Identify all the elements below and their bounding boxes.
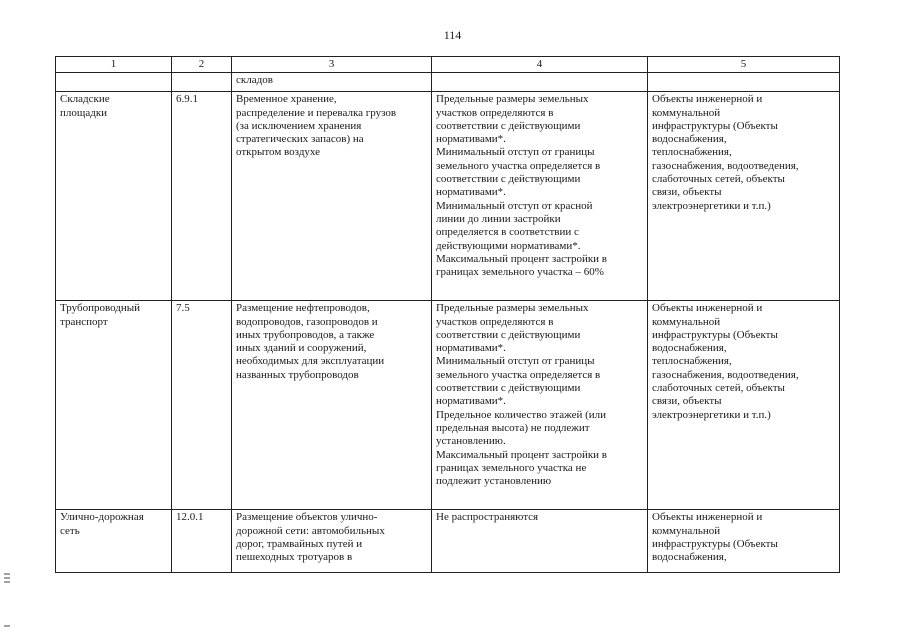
use-name: Трубопроводный транспорт (60, 302, 141, 328)
column-header-2: 2 (172, 57, 232, 73)
use-parameters: Предельные размеры земельных участков определяются в соответствии с действующими нормативами*. Минимальный отступ от границы земельного участка определяется в соответствии с действующими нормативами*. Предельное количество этажей (или предельная высота) не подлежит установлению. Максимальный процент застройки в границах земельного участка не подлежит установлению (436, 302, 607, 488)
use-description: Размещение нефтепроводов, водопроводов, газопроводов и иных трубопроводов, а также иных зданий и сооружений, необходимых для эксплуатации названных трубопроводов (236, 302, 385, 381)
use-code: 12.0.1 (176, 511, 204, 524)
table-row (56, 510, 840, 573)
use-name: Складские площадки (60, 93, 110, 119)
zoning-table-wrapper (55, 56, 839, 573)
use-code-cell (172, 510, 232, 573)
use-name: Улично-дорожная сеть (60, 511, 144, 537)
table-row (56, 301, 840, 510)
use-description-cell (232, 92, 432, 301)
use-parameters-cell (432, 510, 648, 573)
scan-dash-icon (4, 624, 10, 628)
scan-mark-icon (4, 572, 10, 586)
continuation-cell-3: складов (232, 73, 432, 92)
scan-margin-mark (4, 572, 10, 588)
use-parameters: Предельные размеры земельных участков определяются в соответствии с действующими нормативами*. Минимальный отступ от границы земельного участка определяется в соответствии с действующими нормативами*. Минимальный отступ от красной линии до линии застройки определяется в соответствии с действующими нормативами*. Максимальный процент застройки в границах земельного участка – 60% (436, 93, 607, 279)
use-objects-cell (648, 510, 840, 573)
use-code-cell (172, 92, 232, 301)
use-description-cell (232, 510, 432, 573)
header-row (56, 57, 840, 73)
use-parameters-cell (432, 301, 648, 510)
use-name-cell (56, 92, 172, 301)
continuation-cell-5 (648, 73, 840, 92)
column-header-3: 3 (232, 57, 432, 73)
use-description: Временное хранение, распределение и перевалка грузов (за исключением хранения стратегических запасов) на открытом воздухе (236, 93, 397, 159)
table-row (56, 92, 840, 301)
use-name-cell (56, 301, 172, 510)
zoning-table (55, 56, 840, 573)
use-objects: Объекты инженерной и коммунальной инфраструктуры (Объекты водоснабжения, теплоснабжения, газоснабжения, водоотведения, слаботочных сетей, объекты связи, объекты электроэнергетики и т.п.) (652, 302, 799, 421)
column-header-5: 5 (648, 57, 840, 73)
use-code-cell (172, 301, 232, 510)
use-code: 7.5 (176, 302, 190, 315)
use-parameters: Не распространяются (436, 511, 539, 524)
use-objects: Объекты инженерной и коммунальной инфраструктуры (Объекты водоснабжения, теплоснабжения, газоснабжения, водоотведения, слаботочных сетей, объекты связи, объекты электроэнергетики и т.п.) (652, 93, 799, 212)
use-description: Размещение объектов улично- дорожной сети: автомобильных дорог, трамвайных путей и пешеходных тротуаров в (236, 511, 385, 564)
scan-margin-dash (4, 622, 10, 630)
column-header-4: 4 (432, 57, 648, 73)
column-header-1: 1 (56, 57, 172, 73)
use-parameters-cell (432, 92, 648, 301)
continuation-cell-2 (172, 73, 232, 92)
use-name-cell (56, 510, 172, 573)
use-objects-cell (648, 92, 840, 301)
use-code: 6.9.1 (176, 93, 198, 106)
use-objects-cell (648, 301, 840, 510)
page-number: 114 (443, 28, 462, 42)
continuation-cell-4 (432, 73, 648, 92)
use-objects: Объекты инженерной и коммунальной инфраструктуры (Объекты водоснабжения, (652, 511, 778, 564)
continuation-cell-1 (56, 73, 172, 92)
use-description-cell (232, 301, 432, 510)
continuation-row (56, 73, 840, 92)
